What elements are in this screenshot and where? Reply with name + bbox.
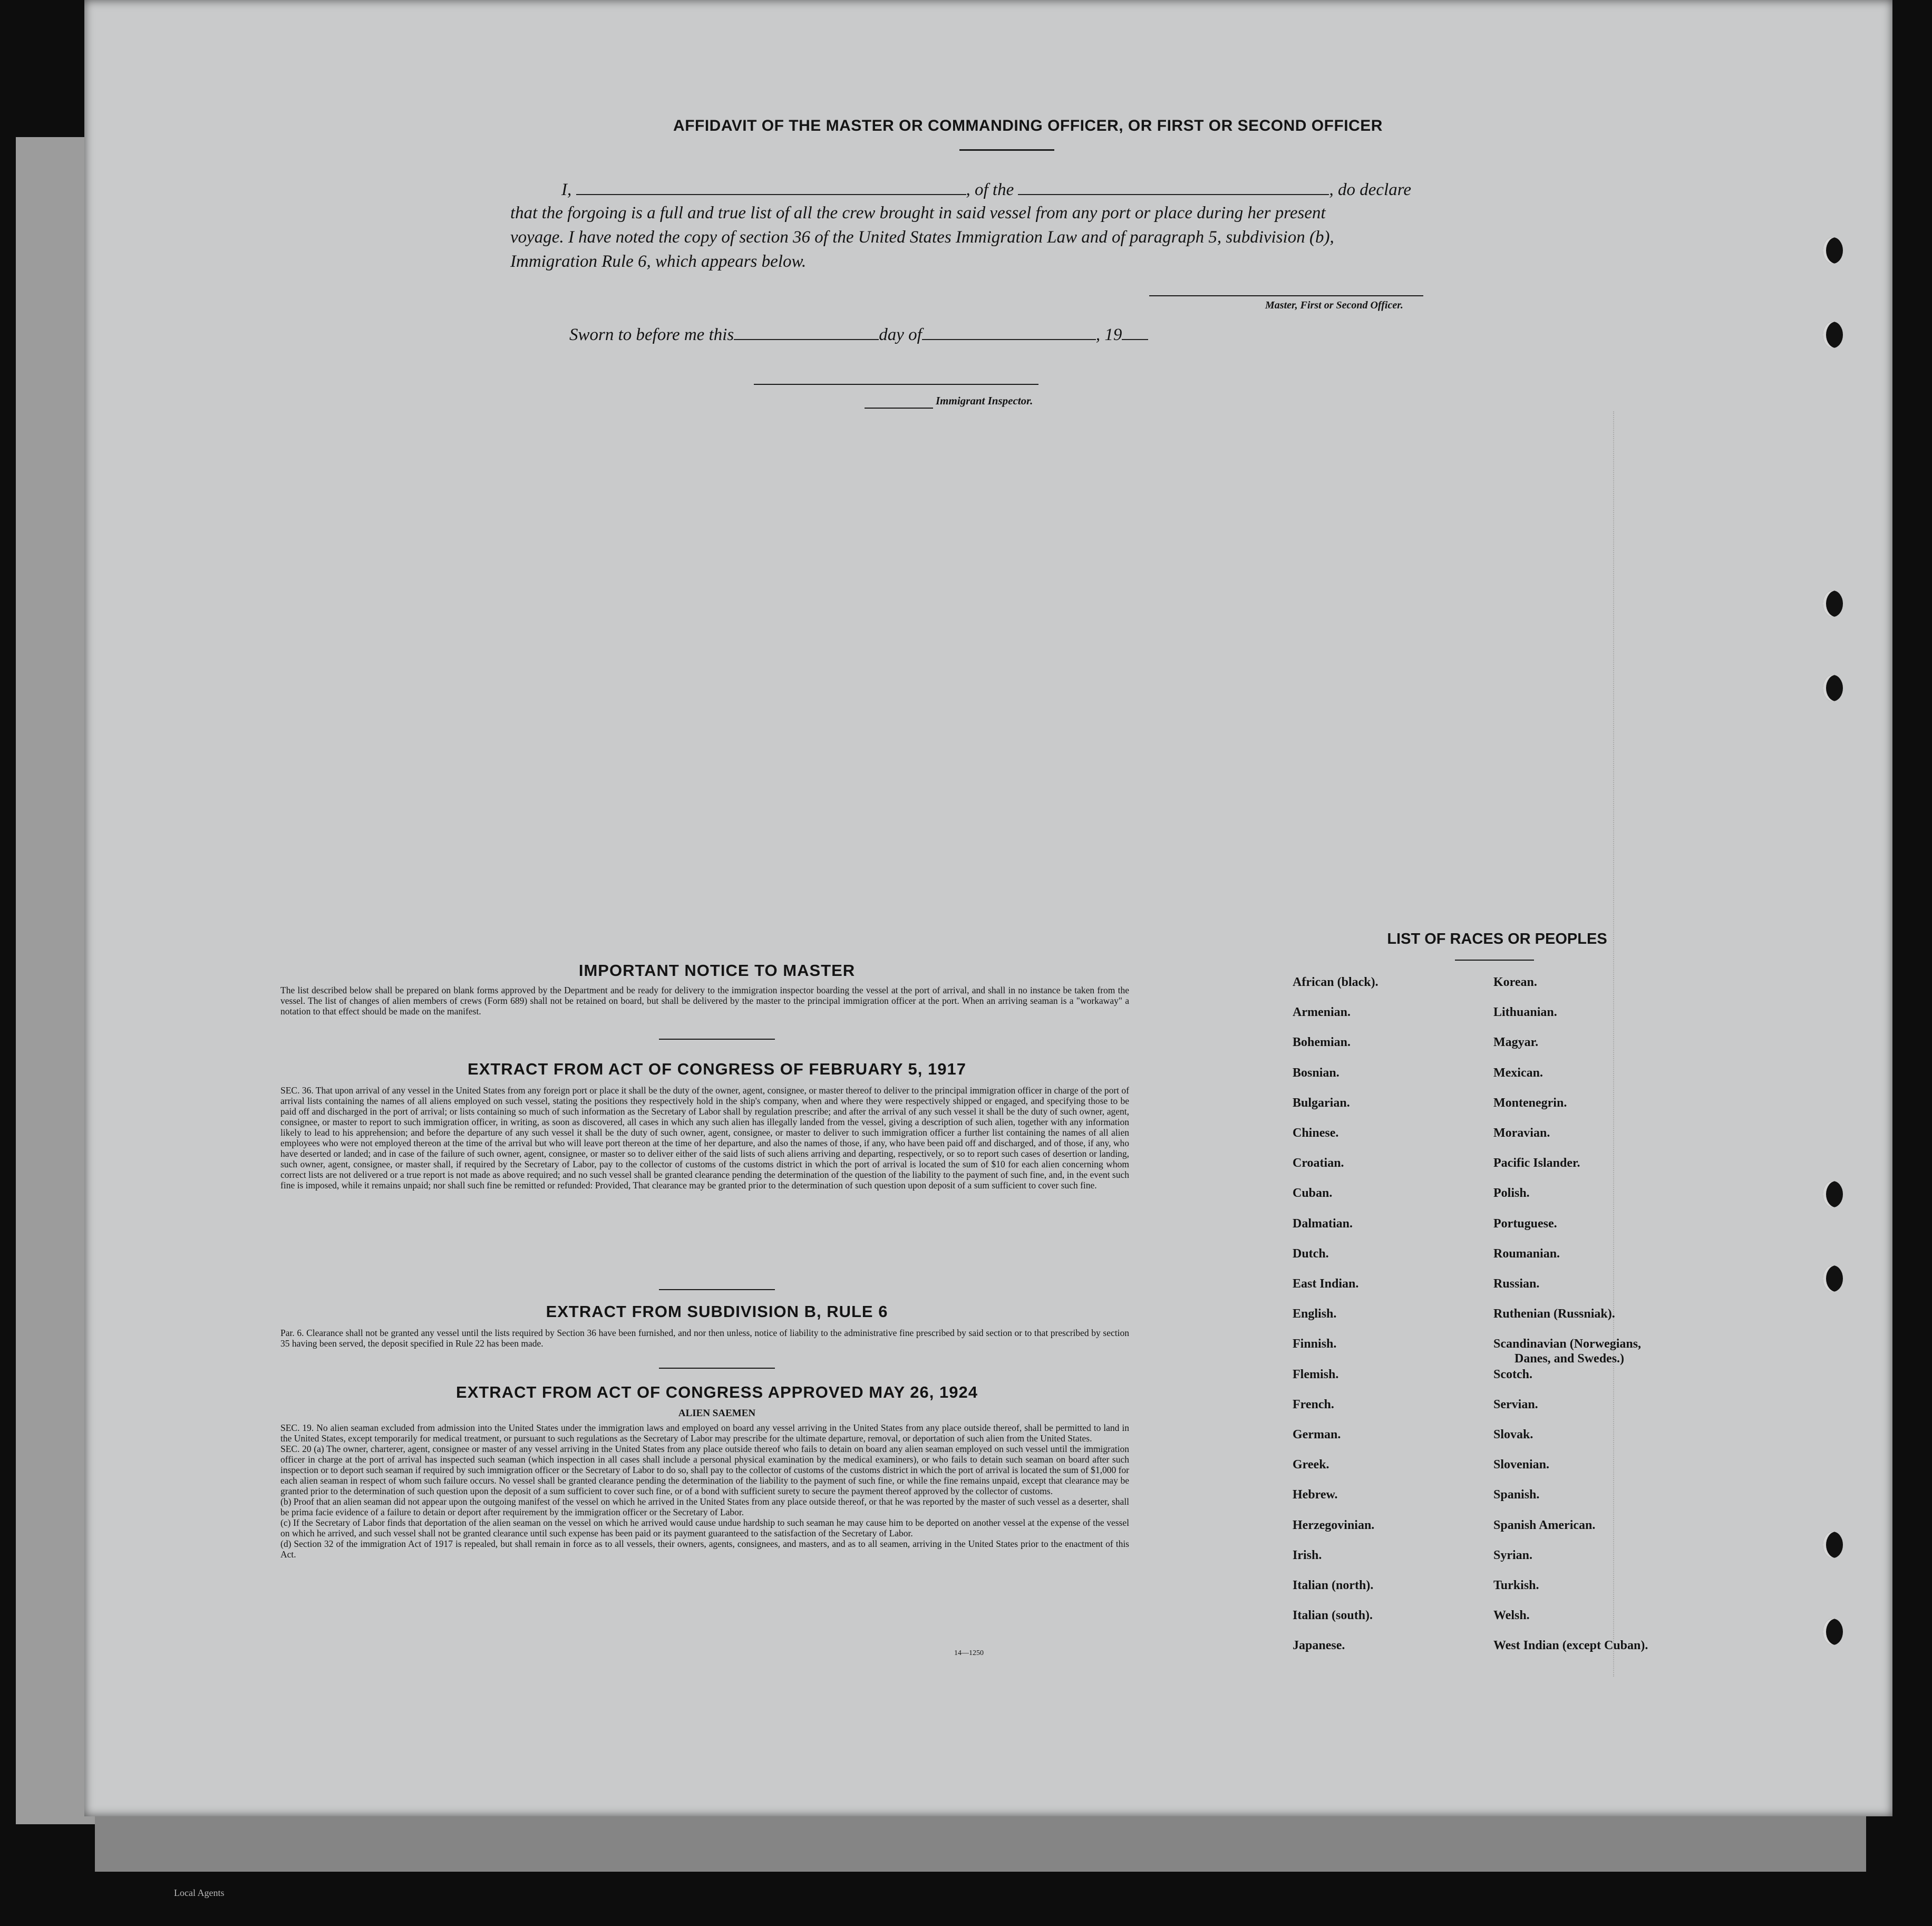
binder-hole [1823, 1619, 1843, 1645]
declarant-name-field[interactable] [576, 179, 966, 195]
race-right-item: Magyar. [1493, 1035, 1539, 1050]
inspector-prefix-line [865, 408, 933, 409]
race-right-item: West Indian (except Cuban). [1493, 1639, 1648, 1653]
of-the-label: , of the [966, 180, 1014, 199]
affidavit-title: AFFIDAVIT OF THE MASTER OR COMMANDING OFFICER, OR FIRST OR SECOND OFFICER [673, 117, 1383, 134]
sworn-year-field[interactable] [1122, 324, 1148, 340]
race-left-item: Hebrew. [1293, 1488, 1338, 1502]
race-right-item: Scandinavian (Norwegians, [1493, 1337, 1642, 1351]
race-right-item: Turkish. [1493, 1579, 1539, 1592]
race-left-item: Herzegovinian. [1293, 1518, 1375, 1532]
race-right-item: Spanish. [1493, 1488, 1540, 1502]
extract-1924-body [280, 1422, 1129, 1560]
race-right-item: Polish. [1493, 1186, 1530, 1201]
race-right-item: Pacific Islander. [1493, 1156, 1580, 1170]
sec19-text: SEC. 19. No alien seaman excluded from admission into the United States under the immigration laws and employed on board any vessel arriving in the United States from any place outside thereof, shall be permitted to land in the United States, except temporarily for medical treatment, or pursuant to such regulations as the Secretary of Labor may prescribe for the ultimate departure, removal, or deportation of such alien from the United States. [280, 1422, 1129, 1444]
inspector-signature-line[interactable] [754, 384, 1038, 385]
race-right-item: Servian. [1493, 1397, 1538, 1411]
race-left-item: Bulgarian. [1293, 1096, 1350, 1110]
race-right-item: Scotch. [1493, 1367, 1532, 1381]
race-right-item: Spanish American. [1493, 1518, 1596, 1532]
binder-hole [1823, 1181, 1843, 1207]
race-left-item: Japanese. [1293, 1639, 1345, 1653]
race-left-item: Chinese. [1293, 1126, 1339, 1140]
signature-line[interactable] [1149, 295, 1423, 296]
race-left-item: Cuban. [1293, 1186, 1333, 1201]
sec20b-text: (b) Proof that an alien seaman did not appear upon the outgoing manifest of the vessel on which he arrived in the United States from any place outside thereof, or that he was reported by the master of such vessel as a deserter, shall be prima facie evidence of a failure to detain or deport after requirement by the immigration officer or the Secretary of Labor. [280, 1496, 1129, 1517]
race-right-item: Danes, and Swedes.) [1514, 1352, 1625, 1366]
race-left-item: Bosnian. [1293, 1066, 1339, 1080]
document-page [84, 0, 1892, 1816]
race-left-item: East Indian. [1293, 1277, 1359, 1291]
vessel-name-field[interactable] [1018, 179, 1329, 195]
section-divider [659, 1039, 775, 1040]
alien-seamen-subtitle: ALIEN SAEMEN [678, 1408, 756, 1419]
notice-title: IMPORTANT NOTICE TO MASTER [578, 961, 856, 980]
sworn-day-field[interactable] [734, 324, 879, 340]
race-left-item: English. [1293, 1307, 1337, 1321]
affidavit-line-1 [561, 179, 1589, 200]
race-right-item: Slovenian. [1493, 1458, 1550, 1472]
race-left-item: Armenian. [1293, 1005, 1351, 1020]
binder-hole [1823, 237, 1843, 264]
affidavit-line-3: voyage. I have noted the copy of section 36 of the United States Immigration Law and of paragraph 5, subdivision (b), [510, 228, 1334, 247]
race-left-item: Finnish. [1293, 1337, 1337, 1351]
race-right-item: Montenegrin. [1493, 1096, 1567, 1110]
race-left-item: Dutch. [1293, 1246, 1329, 1261]
affidavit-line-4: Immigration Rule 6, which appears below. [510, 252, 807, 271]
race-right-item: Lithuanian. [1493, 1005, 1557, 1020]
binder-hole [1823, 1532, 1843, 1558]
race-right-item: Moravian. [1493, 1126, 1550, 1140]
rule6-title: EXTRACT FROM SUBDIVISION B, RULE 6 [546, 1302, 888, 1321]
binder-hole [1823, 675, 1843, 701]
form-number: 14—1250 [954, 1649, 984, 1657]
race-left-item: Dalmatian. [1293, 1216, 1353, 1231]
rule6-body: Par. 6. Clearance shall not be granted any vessel until the lists required by Section 36 have been furnished, and nor then unless, notice of liability to the administrative fine prescribed by said section or to that prescribed by section 35 having been served, the deposit specified in Rule 22 has been made. [280, 1328, 1129, 1349]
race-right-item: Ruthenian (Russniak). [1493, 1307, 1615, 1321]
section-divider [659, 1289, 775, 1290]
race-left-item: African (black). [1293, 975, 1378, 989]
race-right-item: Syrian. [1493, 1548, 1533, 1562]
race-right-item: Russian. [1493, 1277, 1540, 1291]
local-agents-label: Local Agents [174, 1888, 225, 1898]
race-left-item: German. [1293, 1428, 1341, 1441]
race-left-item: Italian (south). [1293, 1609, 1373, 1623]
binder-hole [1823, 591, 1843, 617]
race-left-item: Bohemian. [1293, 1035, 1351, 1050]
extract-1917-body: SEC. 36. That upon arrival of any vessel in the United States from any foreign port or place it shall be the duty of the owner, agent, consignee, or master thereof to deliver to the principal immigration officer in charge of the port of arrival lists containing the names of all aliens employed on such vessel, stating the positions they respectively hold in the ship's company, when and where they were respectively shipped or engaged, and specifying those to be paid off and discharged in the port of arrival; or lists containing so much of such information as the Secretary of Labor shall by regulation prescribe; and after the arrival of any such vessel it shall be the duty of such owner, agent, consignee, or master to report to such immigration officer, in writing, as soon as discovered, all cases in which any such alien has illegally landed from the vessel, giving a description of such alien, together with any information likely to lead to his apprehension; and before the departure of any such vessel it shall be the duty of such owner, agent, consignee, or master to deliver to such immigration officer a further list containing the names of all alien employees who were not employed thereon at the time of the arrival but who will leave port thereon at the time of her departure, and also the names of those, if any, who have been paid off and discharged, and of those, if any, who have deserted or landed; and in case of the failure of such owner, agent, consignee, or master so to deliver either of the said lists of such aliens arriving and departing, respectively, or so to report such cases of desertion or landing, such owner, agent, consignee, or master shall, if required by the Secretary of Labor, pay to the collector of customs of the customs district in which the port of arrival is located the sum of $10 for each alien concerning whom correct lists are not delivered or a true report is not made as above required; and no such vessel shall be granted clearance pending the determination of the question of the liability to the payment of such fine, and, in the event such fine is imposed, while it remains unpaid; nor shall such fine be remitted or refunded: Provided, That clearance may be granted prior to the determination of such question upon deposit of a sum sufficient to cover such fine. [280, 1085, 1129, 1191]
sworn-month-field[interactable] [922, 324, 1096, 340]
races-underline [1455, 960, 1534, 961]
sec20a-text: SEC. 20 (a) The owner, charterer, agent, consignee or master of any vessel arriving in the United States from any place outside thereof who fails to detain on board any alien seaman employed on such vessel until the immigration officer in charge at the port of arrival has inspected such seaman (which inspection in all cases shall include a personal physical examination by the medical examiners), or who fails to detain such seaman on board after such inspection or to deport such seaman if required by such immigration officer or the Secretary of Labor to do so, shall pay to the collector of customs of the customs district in which the port of arrival is located the sum of $1,000 for each alien seaman in respect of whom such failure occurs. No vessel shall be granted clearance pending the determination of the liability to the payment of such fine, or while the fine remains unpaid, except that clearance may be granted prior to the determination of such question upon the deposit of a sum sufficient to cover such fine, or of a bond with sufficient surety to secure the payment thereof approved by the collector of customs. [280, 1444, 1129, 1496]
race-right-item: Korean. [1493, 975, 1537, 989]
race-left-item: Croatian. [1293, 1156, 1344, 1170]
section-divider [659, 1368, 775, 1369]
do-declare-label: , do declare [1329, 180, 1411, 199]
declarant-prefix: I, [561, 180, 572, 199]
race-right-item: Portuguese. [1493, 1216, 1557, 1231]
signature-label: Master, First or Second Officer. [1265, 299, 1403, 311]
race-left-item: Italian (north). [1293, 1579, 1374, 1592]
extract-1917-title: EXTRACT FROM ACT OF CONGRESS OF FEBRUARY 5, 1917 [468, 1060, 966, 1078]
race-right-item: Slovak. [1493, 1428, 1533, 1441]
races-title: LIST OF RACES OR PEOPLES [1387, 931, 1607, 947]
extract-1924-title: EXTRACT FROM ACT OF CONGRESS APPROVED MAY 26, 1924 [456, 1383, 978, 1401]
binder-hole [1823, 1265, 1843, 1292]
race-left-item: Greek. [1293, 1458, 1329, 1472]
race-right-item: Mexican. [1493, 1066, 1543, 1080]
sec20c-text: (c) If the Secretary of Labor finds that deportation of the alien seaman on the vessel on which he arrived would cause undue hardship to such seaman he may cause him to be deported on another vessel at the expense of the vessel on which he arrived, and such vessel shall not be granted clearance until such expense has been paid or its payment guaranteed to the satisfaction of the Secretary of Labor. [280, 1517, 1129, 1538]
race-left-item: French. [1293, 1397, 1334, 1411]
sworn-label: Sworn to before me this [569, 325, 734, 344]
race-left-item: Flemish. [1293, 1367, 1339, 1381]
race-left-item: Irish. [1293, 1548, 1322, 1562]
inspector-label: Immigrant Inspector. [936, 394, 1033, 407]
sec20d-text: (d) Section 32 of the immigration Act of 1917 is repealed, but shall remain in force as to all vessels, their owners, agents, consignees, and masters, and as to all seamen, arriving in the United States prior to the enactment of this Act. [280, 1538, 1129, 1560]
title-underline [959, 149, 1054, 151]
binder-hole [1823, 322, 1843, 348]
notice-body: The list described below shall be prepared on blank forms approved by the Department and be ready for delivery to the immigration inspector boarding the vessel at the port of arrival, and shall in no instance be taken from the vessel. The list of changes of alien members of crews (Form 689) shall not be retained on board, but shall be delivered by the master to the principal immigration officer at the port. When an arriving seaman is a "workaway" a notation to that effect should be made on the manifest. [280, 985, 1129, 1017]
race-right-item: Roumanian. [1493, 1246, 1560, 1261]
year-label: , 19 [1095, 325, 1122, 344]
sworn-line [569, 324, 1148, 345]
affidavit-line-2: that the forgoing is a full and true list of all the crew brought in said vessel from any port or place during her present [510, 204, 1326, 222]
bleed-through-column [1613, 411, 1720, 1677]
day-of-label: day of [879, 325, 922, 344]
race-right-item: Welsh. [1493, 1609, 1530, 1623]
